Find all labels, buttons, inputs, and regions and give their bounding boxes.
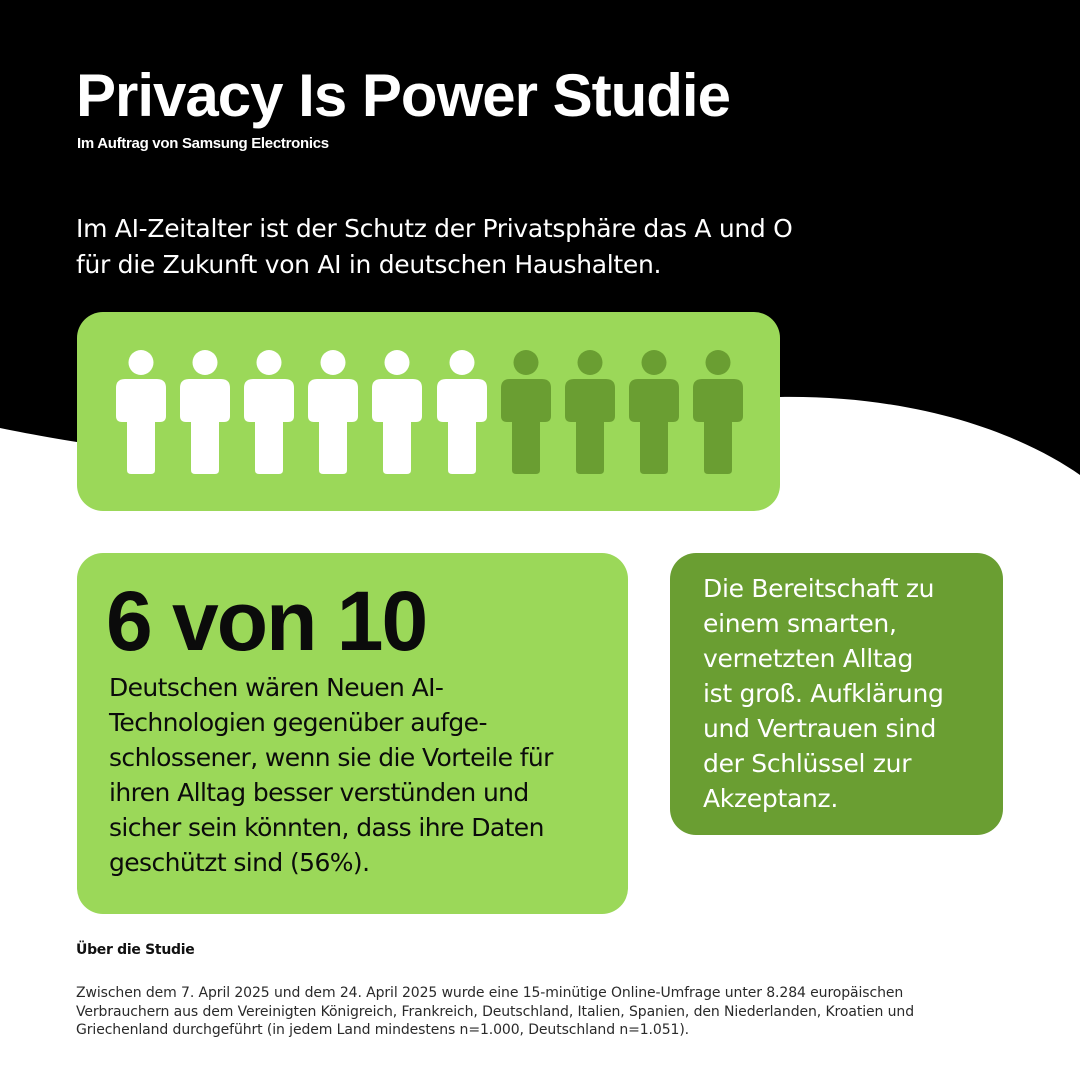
about-heading: Über die Studie <box>76 942 195 958</box>
person-icon <box>244 350 294 474</box>
person-icon <box>372 350 422 474</box>
stat-line: Technologien gegenüber aufge- <box>109 708 487 737</box>
person-icon <box>693 350 743 474</box>
side-note-text <box>703 571 998 816</box>
intro-line: Im AI-Zeitalter ist der Schutz der Privatsphäre das A und O <box>76 214 793 243</box>
stat-line: sicher sein könnten, dass ihre Daten <box>109 813 544 842</box>
side-line: Akzeptanz. <box>703 784 838 813</box>
side-line: einem smarten, <box>703 609 897 638</box>
page-title: Privacy Is Power Studie <box>76 62 730 129</box>
person-icon <box>437 350 487 474</box>
person-icon <box>629 350 679 474</box>
stat-description <box>109 670 609 880</box>
person-icon <box>116 350 166 474</box>
person-icon <box>501 350 551 474</box>
side-line: Die Bereitschaft zu <box>703 574 935 603</box>
person-icon <box>565 350 615 474</box>
stat-line: Deutschen wären Neuen AI- <box>109 673 444 702</box>
stat-number: 6 von 10 <box>106 574 427 668</box>
side-line: vernetzten Alltag <box>703 644 914 673</box>
about-line: Zwischen dem 7. April 2025 und dem 24. April 2025 wurde eine 15-minütige Online-Umfrage unter 8.284 europäischen <box>76 985 904 1001</box>
side-line: der Schlüssel zur <box>703 749 912 778</box>
stat-line: geschützt sind (56%). <box>109 848 370 877</box>
page-subtitle: Im Auftrag von Samsung Electronics <box>77 135 329 152</box>
stat-line: schlossener, wenn sie die Vorteile für <box>109 743 553 772</box>
people-pictogram-card <box>77 312 780 511</box>
side-note-card <box>670 553 1003 835</box>
intro-line: für die Zukunft von AI in deutschen Haushalten. <box>76 250 662 279</box>
about-text <box>76 984 1036 1040</box>
stat-line: ihren Alltag besser verstünden und <box>109 778 529 807</box>
intro-text <box>76 211 896 283</box>
about-line: Verbrauchern aus dem Vereinigten Königreich, Frankreich, Deutschland, Italien, Spanien, den Niederlanden, Kroatien und <box>76 1003 914 1020</box>
side-line: ist groß. Aufklärung <box>703 679 944 708</box>
about-line: Griechenland durchgeführt (in jedem Land mindestens n=1.000, Deutschland n=1.051). <box>76 1022 690 1038</box>
person-icon <box>308 350 358 474</box>
side-line: und Vertrauen sind <box>703 714 937 743</box>
person-icon <box>180 350 230 474</box>
stat-card <box>77 553 628 914</box>
